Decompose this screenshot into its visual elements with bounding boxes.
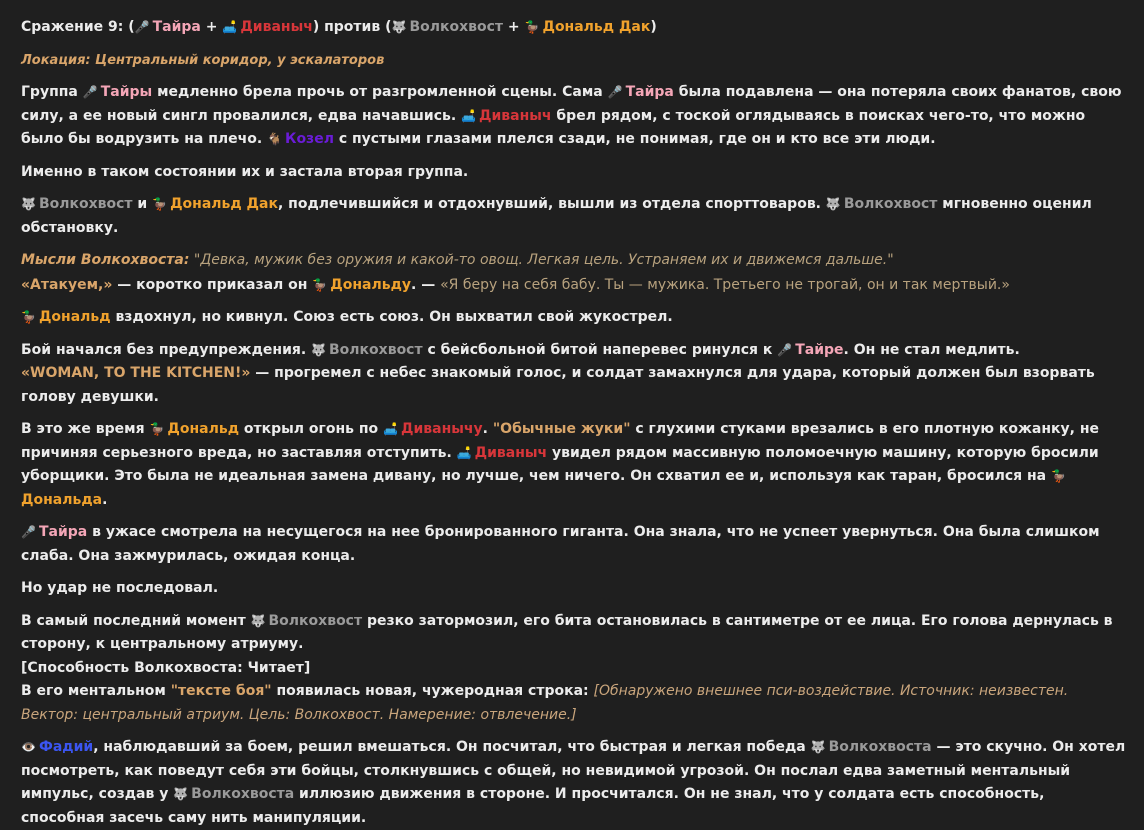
ammo-name: "Обычные жуки" xyxy=(492,421,631,437)
ability-line: [Способность Волкохвоста: Читает] xyxy=(21,659,311,676)
duck-icon: 🦆 xyxy=(524,20,540,34)
sofa-icon: 🛋️ xyxy=(383,422,399,436)
name-donald: Дональд Дак xyxy=(542,19,651,35)
paragraph: 👁️ Фадий, наблюдавший за боем, решил вмешаться. Он посчитал, что быстрая и легкая победа 🐺 Волкохвоста — это скучно. Он хотел посмотреть, как поведут себя эти бойцы, столкнувшись с общей, но невидимой угрозой. Он послал едва заметный ментальный импульс, создав у 🐺 Волкохвоста иллюзию движения в стороне. И просчитался. Он не знал, что у солдата есть способность, способная засечь саму нить манипуляции. xyxy=(21,736,1126,830)
microphone-icon: 🎤 xyxy=(777,342,793,357)
shout-quote: «WOMAN, TO THE KITCHEN!» xyxy=(21,365,251,381)
duck-icon: 🦆 xyxy=(21,310,36,324)
wolf-icon: 🐺 xyxy=(825,197,841,211)
paragraph: 🎤 Тайра в ужасе смотрела на несущегося на нее бронированного гиганта. Она знала, что не успеет увернуться. Она была слишком слаба. Она зажмурилась, ожидая конца. xyxy=(21,521,1126,568)
goat-icon: 🐐 xyxy=(267,132,282,146)
name-volk: Волкохвост xyxy=(38,196,133,212)
name-tayra: Тайры xyxy=(100,84,153,100)
name-fadiy: Фадий xyxy=(38,739,94,755)
wolf-icon: 🐺 xyxy=(173,787,189,801)
name-divan: Диваныч xyxy=(240,19,313,35)
name-tayra: Тайра xyxy=(152,19,201,35)
speech-quote: «Я беру на себя бабу. Ты — мужика. Третьего не трогай, он и так мертвый.» xyxy=(440,276,1010,293)
name-donald: Дональд xyxy=(38,309,111,325)
name-tayra: Тайра xyxy=(38,524,88,540)
duck-icon: 🦆 xyxy=(149,422,165,436)
name-donald: Дональд Дак xyxy=(170,196,278,212)
name-volk: Волкохвоста xyxy=(828,739,932,755)
eye-icon: 👁️ xyxy=(21,740,36,754)
location-line: Локация: Центральный коридор, у эскалаторов xyxy=(21,52,385,68)
wolf-icon: 🐺 xyxy=(810,740,826,754)
battle-title: Сражение 9: (🎤 Тайра + 🛋️ Диваныч) против (🐺 Волкохвост + 🦆 Дональд Дак) xyxy=(21,16,1126,40)
name-kozel: Козел xyxy=(285,131,334,147)
paragraph: В его ментальном "тексте боя" появилась новая, чужеродная строка: [Обнаружено внешнее пси-воздействие. Источник: неизвестен. Вектор: центральный атриум. Цель: Волкохвост. Намерение: отвлечение.] xyxy=(21,683,1069,723)
paragraph: Группа 🎤 Тайры медленно брела прочь от разгромленной сцены. Сама 🎤 Тайра была подавлена — она потеряла своих фанатов, свою силу, а ее новый сингл провалился, едва начавшись. 🛋️ Диваныч брел рядом, с тоской оглядываясь в поисках чего-то, что можно было бы водрузить на плечо. 🐐 Козел с пустыми глазами плелся сзади, не понимая, где он и кто все эти люди. xyxy=(21,81,1126,152)
wolf-icon: 🐺 xyxy=(21,197,36,211)
thought-label: Мысли Волкохвоста: xyxy=(21,252,190,268)
name-volk: Волкохвост xyxy=(329,341,423,358)
paragraph: Но удар не последовал. xyxy=(21,580,219,596)
name-tayra: Тайре xyxy=(795,341,844,358)
thought-text: "Девка, мужик без оружия и какой-то овощ. Легкая цель. Устраняем их и движемся дальше." xyxy=(189,252,894,268)
duck-icon: 🦆 xyxy=(312,277,328,292)
name-donald: Дональд xyxy=(167,421,240,437)
thought-line xyxy=(21,249,1126,273)
dialogue-line: «Атакуем,» — коротко приказал он 🦆 Дональду. — «Я беру на себя бабу. Ты — мужика. Третьего не трогай, он и так мертвый.» xyxy=(21,274,1126,298)
microphone-icon: 🎤 xyxy=(607,85,623,99)
paragraph: 🦆 Дональд вздохнул, но кивнул. Союз есть союз. Он выхватил свой жукострел. xyxy=(21,306,1126,330)
name-donald: Дональду xyxy=(330,276,412,293)
microphone-icon: 🎤 xyxy=(134,20,150,34)
name-tayra: Тайра xyxy=(625,84,674,100)
sofa-icon: 🛋️ xyxy=(456,445,472,460)
duck-icon: 🦆 xyxy=(152,197,168,211)
paragraph: Бой начался без предупреждения. 🐺 Волкохвост с бейсбольной битой наперевес ринулся к 🎤 Тайре. Он не стал медлить. «WOMAN, TO THE KITCHEN!» — прогремел с небес знакомый голос, и солдат замахнулся для удара, который должен был взорвать голову девушки. xyxy=(21,339,1126,410)
microphone-icon: 🎤 xyxy=(82,85,98,99)
battle-text-highlight: "тексте боя" xyxy=(170,683,272,699)
name-volk: Волкохвост xyxy=(843,196,938,212)
speech-quote: «Атакуем,» xyxy=(21,276,113,293)
name-divan: Диваныч xyxy=(474,444,548,461)
sofa-icon: 🛋️ xyxy=(461,108,476,123)
name-donald: Дональда xyxy=(21,491,103,508)
paragraph: В самый последний момент 🐺 Волкохвост резко затормозил, его бита остановилась в сантиметре от ее лица. Его голова дернулась в сторону, к центральному атриуму. xyxy=(21,610,1126,657)
duck-icon: 🦆 xyxy=(1050,469,1066,483)
paragraph: В это же время 🦆 Дональд открыл огонь по 🛋️ Диванычу. "Обычные жуки" с глухими стуками врезались в его плотную кожанку, не причиняя серьезного вреда, но заставляя отступить. 🛋️ Диваныч увидел рядом массивную поломоечную машину, которую бросили уборщики. Это была не идеальная замена дивану, но лучше, чем ничего. Он схватил ее и, используя как таран, бросился на 🦆Дональда. xyxy=(21,418,1126,512)
name-volk: Волкохвоста xyxy=(191,786,295,802)
system-message: [Обнаружено внешнее пси-воздействие. Источник: неизвестен. Вектор: центральный атриум. Цель: Волкохвост. Намерение: отвлечение.] xyxy=(21,683,1069,723)
wolf-icon: 🐺 xyxy=(311,342,327,357)
sofa-icon: 🛋️ xyxy=(222,20,238,34)
wolf-icon: 🐺 xyxy=(391,20,407,34)
paragraph: 🐺 Волкохвост и 🦆 Дональд Дак, подлечившийся и отдохнувший, вышли из отдела спорттоваров. 🐺 Волкохвост мгновенно оценил обстановку. xyxy=(21,193,1126,240)
name-divan: Диванычу xyxy=(401,421,483,437)
name-volk: Волкохвост xyxy=(409,19,504,35)
story-text xyxy=(21,16,1126,830)
microphone-icon: 🎤 xyxy=(21,525,36,539)
wolf-icon: 🐺 xyxy=(250,613,266,628)
name-divan: Диваныч xyxy=(479,107,552,124)
paragraph: Именно в таком состоянии их и застала вторая группа. xyxy=(21,163,469,180)
name-volk: Волкохвост xyxy=(268,612,363,629)
